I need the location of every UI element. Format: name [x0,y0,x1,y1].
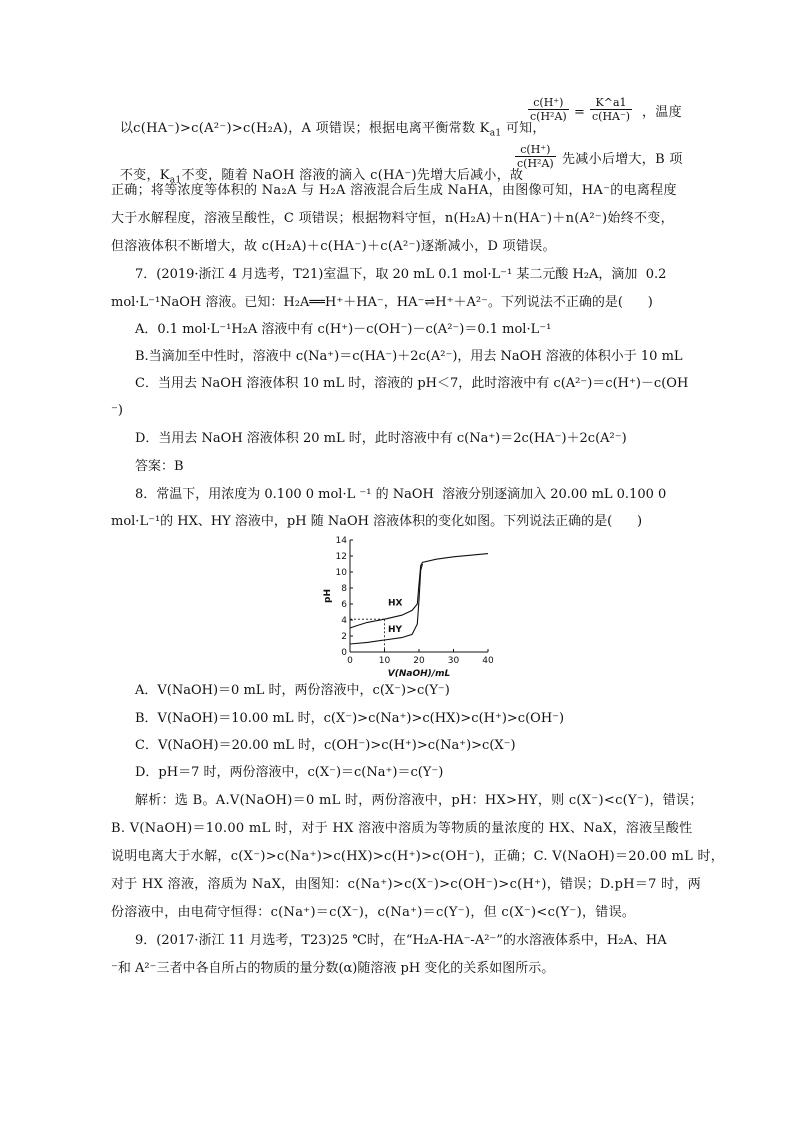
y-tick-label: 10 [335,568,347,578]
ph-titration-chart [318,534,518,679]
q8-option-d: D．pH＝7 时，两份溶液中，c(X⁻)＝c(Na⁺)＝c(Y⁻) [135,765,444,780]
y-tick-label: 2 [341,632,347,642]
ka1-subscript: a1 [169,175,182,186]
series-line-hy [350,564,423,644]
fraction-denominator: c(HA⁻) [592,110,631,123]
intro-line-1 [111,105,546,142]
y-tick-label: 0 [341,648,347,658]
q8-option-b: B．V(NaOH)＝10.00 mL 时，c(X⁻)>c(Na⁺)>c(HX)>c(H⁺)>c(OH⁻) [135,711,565,726]
fraction-denominator: c(H²A) [530,110,567,123]
q8-stem-line-2: mol·L⁻¹的 HX、HY 溶液中，pH 随 NaOH 溶液体积的变化如图。下列说法正确的是( ) [111,514,643,529]
q7-answer: 答案：B [135,459,184,474]
q7-option-b: B.当滴加至中性时，溶液中 c(Na⁺)＝c(HA⁻)＋2c(A²⁻)，用去 NaOH 溶液的体积小于 10 mL [135,349,683,364]
intro-line-4: 大于水解程度，溶液呈酸性，C 项错误；根据物料守恒，n(H₂A)＋n(HA⁻)＋n(A²⁻)始终不变， [111,211,674,226]
y-axis-label: pH [323,589,333,603]
fraction-denominator: c(H²A) [517,157,554,170]
curve-label-hy: HY [387,625,403,635]
fraction-numerator: c(H⁺) [528,96,569,110]
q7-stem-line-1: 7．(2019·浙江 4 月选考，T21)室温下，取 20 mL 0.1 mol·L⁻¹ 某二元酸 H₂A，滴加 0.2 [135,267,667,282]
x-tick-label: 10 [378,656,391,666]
fraction-ka1-over-ha [590,96,632,123]
intro-line-5: 但溶液体积不断增大，故 c(H₂A)＋c(HA⁻)＋c(A²⁻)逐渐减小，D 项错误。 [111,239,556,254]
y-tick-label: 12 [335,552,347,562]
q8-option-c: C．V(NaOH)＝20.00 mL 时，c(OH⁻)>c(H⁺)>c(Na⁺)>c(X⁻) [135,738,516,753]
curve-label-hx: HX [387,598,403,609]
q9-stem-line-1: 9．(2017·浙江 11 月选考，T23)25 ℃时，在“H₂A-HA⁻-A²⁻”的水溶液体系中，H₂A、HA [135,933,667,948]
ka1-subscript: a1 [489,128,502,139]
x-tick-label: 0 [347,656,353,666]
y-tick-label: 4 [341,616,347,626]
y-tick-label: 8 [341,584,347,594]
y-tick-label: 14 [335,536,347,546]
intro-line-3: 正确；将等浓度等体积的 Na₂A 与 H₂A 溶液混合后生成 NaHA，由图像可知，HA⁻的电离程度 [111,183,677,198]
q7-option-c-line-2: ⁻) [111,403,123,418]
q8-analysis-line-1: 解析：选 B。A.V(NaOH)＝0 mL 时，两份溶液中，pH：HX>HY，则 c(X⁻)<c(Y⁻)，错误； [135,793,703,808]
q7-option-a: A．0.1 mol·L⁻¹H₂A 溶液中有 c(H⁺)－c(OH⁻)－c(A²⁻)＝0.1 mol·L⁻¹ [135,322,552,337]
intro-text: 不变，K [119,168,170,183]
intro-line-2-end: 先减小后增大，B 项 [562,152,683,167]
q8-analysis-line-3: 说明电离大于水解，c(X⁻)>c(Na⁺)>c(HX)>c(H⁺)>c(OH⁻)，正确；C. V(NaOH)＝20.00 mL 时， [111,849,725,864]
q8-analysis-line-2: B. V(NaOH)＝10.00 mL 时，对于 HX 溶液中溶质为等物质的量浓度的 HX、NaX，溶液呈酸性 [111,821,693,836]
q7-stem-line-2: mol·L⁻¹NaOH 溶液。已知：H₂A══H⁺＋HA⁻，HA⁻⇌H⁺＋A²⁻。下列说法不正确的是( ) [111,295,653,310]
q9-stem-line-2: ⁻和 A²⁻三者中各自所占的物质的量分数(α)随溶液 pH 变化的关系如图所示。 [111,961,555,976]
fraction-numerator: K^a1 [590,96,632,110]
x-axis-label: V(NaOH)/mL [387,669,451,679]
q8-analysis-line-5: 份溶液中，由电荷守恒得：c(Na⁺)＝c(X⁻)，c(Na⁺)＝c(Y⁻)，但 c(X⁻)<c(Y⁻)，错误。 [111,905,636,920]
q7-option-c-line-1: C．当用去 NaOH 溶液体积 10 mL 时，溶液的 pH＜7，此时溶液中有 c(A²⁻)＝c(H⁺)－c(OH [135,376,689,391]
q8-stem-line-1: 8．常温下，用浓度为 0.100 0 mol·L ⁻¹ 的 NaOH 溶液分别逐滴加入 20.00 mL 0.100 0 [135,487,667,502]
intro-text: 可知， [501,121,546,136]
q8-analysis-line-4: 对于 HX 溶液，溶质为 NaX，由图知：c(Na⁺)>c(X⁻)>c(OH⁻)>c(H⁺)，错误；D.pH＝7 时，两 [111,877,702,892]
q8-option-a: A．V(NaOH)＝0 mL 时，两份溶液中，c(X⁻)>c(Y⁻) [135,683,450,698]
equals-sign: = [574,105,585,120]
q7-option-d: D．当用去 NaOH 溶液体积 20 mL 时，此时溶液中有 c(Na⁺)＝2c(HA⁻)＋2c(A²⁻) [135,431,627,446]
fraction-numerator: c(H⁺) [515,143,556,157]
y-tick-label: 6 [341,600,347,610]
x-tick-label: 40 [482,656,494,666]
fraction-h-over-h2a-2 [515,143,556,170]
x-tick-label: 30 [447,656,460,666]
intro-line-1-end: ，温度 [642,105,682,120]
intro-text: 不变，随着 NaOH 溶液的滴入 c(HA⁻)先增大后减小，故 [181,168,524,183]
fraction-h-over-h2a [528,96,569,123]
x-tick-label: 20 [413,656,425,666]
intro-text: 以c(HA⁻)>c(A²⁻)>c(H₂A)，A 项错误；根据电离平衡常数 K [119,121,490,136]
